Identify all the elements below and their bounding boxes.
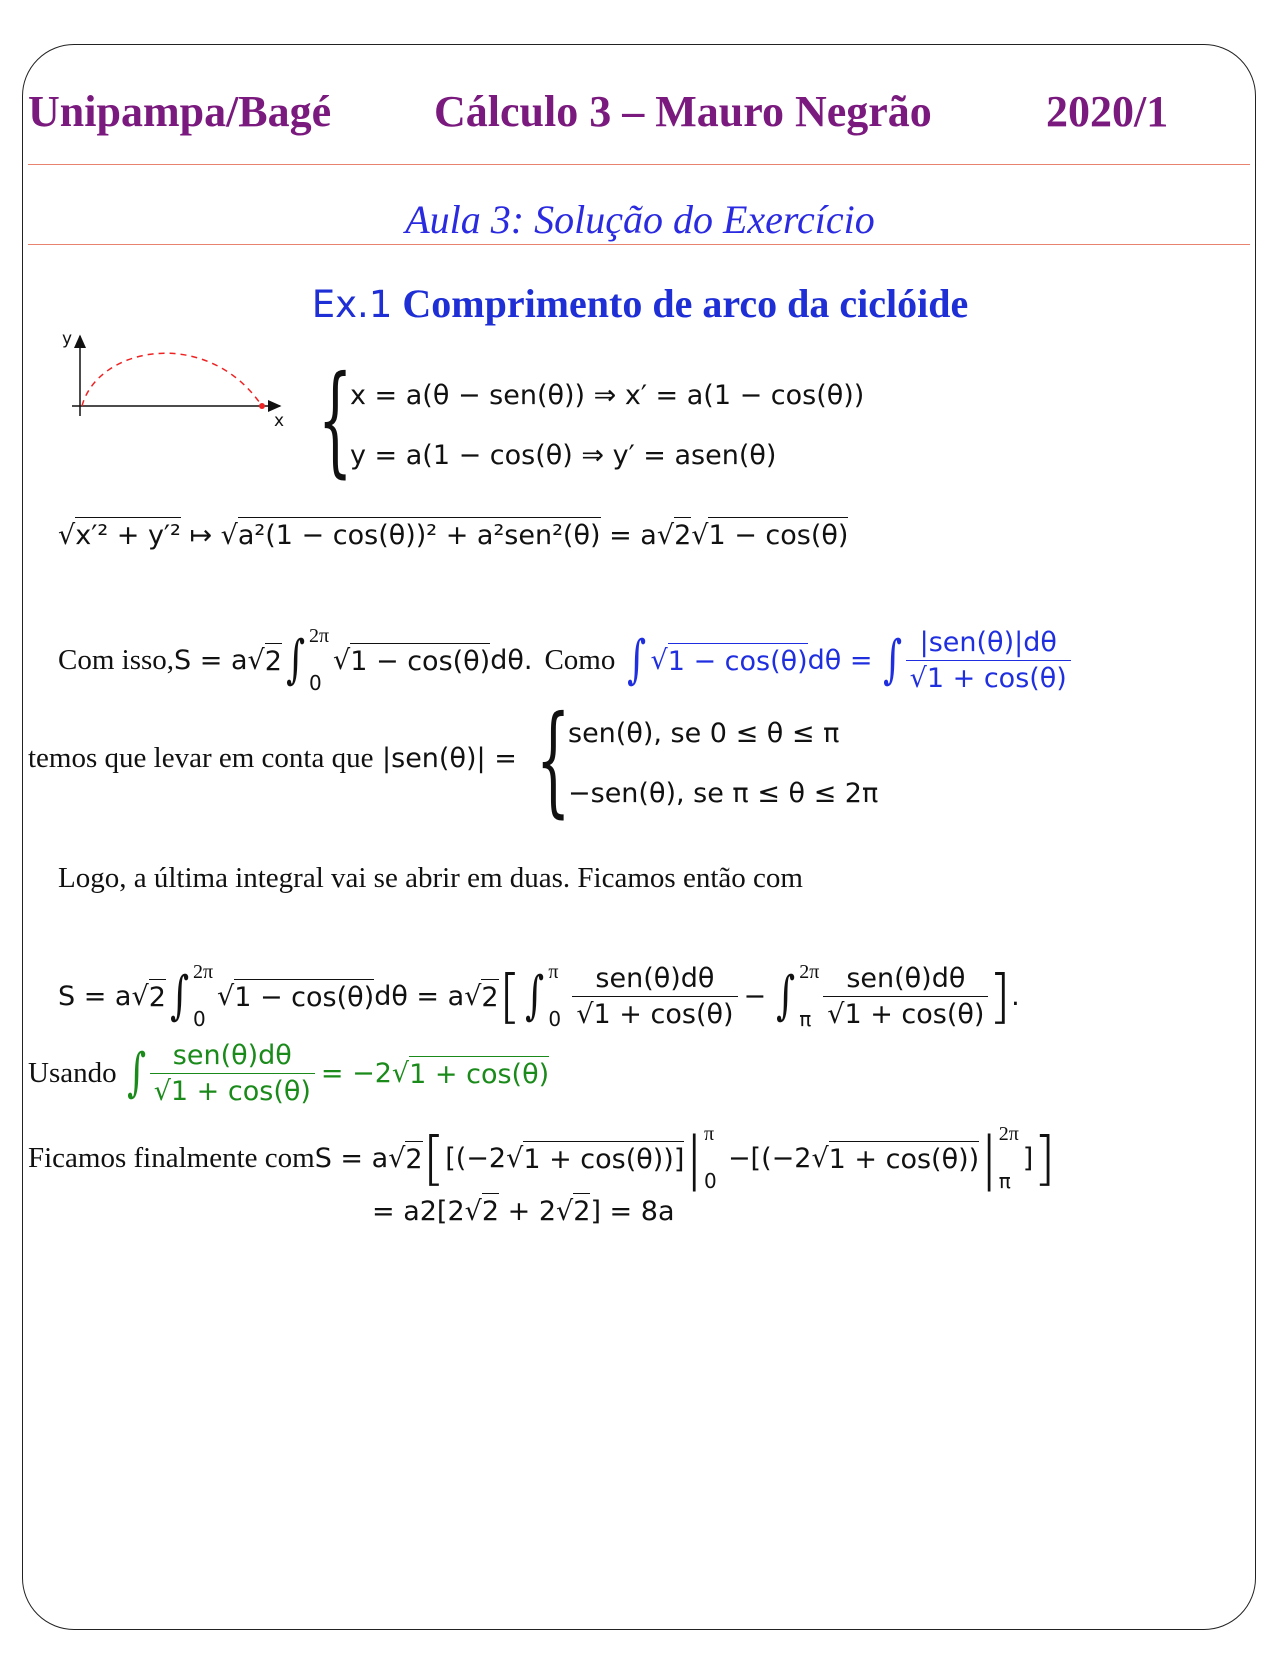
param-y-equation: y = a(1 − cos(θ) ⇒ y′ = asen(θ) <box>350 440 777 471</box>
s-eq: S = a <box>174 644 248 676</box>
split-integral-line: S = a √ 2 ∫ 2π 0 √ 1 − cos(θ) dθ = a √ 2 [ ∫ π 0 $\frac{\text{sen(θ)dθ}}{√1 + \cos(\theta)}$ − ∫ 2π π $\frac{\text{sen(θ)dθ}}{√1 + \cos(\theta)}$ ] . <box>58 961 1020 1031</box>
maps-to: ↦ <box>180 520 221 551</box>
cycloid-endpoint <box>259 403 265 409</box>
case-positive: sen(θ), se 0 ≤ θ ≤ π <box>568 718 840 749</box>
sqrt-two: 2 <box>265 643 282 677</box>
text-temos-que: temos que levar em conta que |sen(θ)| = <box>28 742 517 774</box>
case-negative: −sen(θ), se π ≤ θ ≤ 2π <box>568 778 879 809</box>
final-result: = a2[2√2 + 2√2] = 8a <box>372 1196 674 1227</box>
text-como: Como <box>544 643 616 676</box>
blue-identity: ∫ √ 1 − cos(θ) dθ = ∫ $\frac{\text{|sen(θ)|dθ}}{√1 + \cos(\theta)}$ <box>623 627 1070 694</box>
subtitle-rule <box>28 244 1250 245</box>
exercise-number: Ex.1 <box>311 283 393 326</box>
cycloid-plot <box>58 326 298 436</box>
green-antiderivative: ∫ $\frac{\text{sen(θ)dθ}}{√1 + \cos(\theta)}$ = −2 √ 1 + cos(θ) <box>126 1039 550 1107</box>
plot-y-label: y <box>62 329 73 349</box>
arc-length-line: Com isso, S = a √ 2 ∫ 2π 0 √ 1 − cos(θ) dθ. Como ∫ √ 1 − cos(θ) dθ = ∫ $\frac{\text{|sen(θ)|dθ}}{√1 + \cos(\theta)}$ <box>58 620 1071 700</box>
speed-equation: √x′² + y′² ↦ √a²(1 − cos(θ))² + a²sen²(θ) = a√2√1 − cos(θ) <box>58 520 848 551</box>
exercise-heading: Comprimento de arco da ciclóide <box>392 281 969 326</box>
final-line: Ficamos finalmente com S = a √ 2 [ [(−2 √ 1 + cos(θ))] | π 0 −[(−2 √ 1 + cos(θ)) | 2π π ] ] <box>28 1123 1056 1193</box>
header-semester: 2020/1 <box>1046 87 1169 136</box>
cycloid-curve <box>82 353 262 406</box>
param-brace: { <box>318 351 353 490</box>
usando-line: Usando ∫ $\frac{\text{sen(θ)dθ}}{√1 + \cos(\theta)}$ = −2 √ 1 + cos(θ) <box>28 1039 550 1107</box>
lesson-subtitle: Aula 3: Solução do Exercício <box>405 197 875 242</box>
abs-sen: |sen(θ)| = <box>373 743 517 774</box>
speed-sqrt2: 2 <box>674 517 691 551</box>
speed-rhs: 1 − cos(θ) <box>708 517 848 551</box>
plot-x-label: x <box>274 411 285 431</box>
exercise-title <box>0 280 1280 327</box>
speed-eq: = a <box>600 520 657 551</box>
text-logo: Logo, a última integral vai se abrir em duas. Ficamos então com <box>58 862 803 894</box>
integrand-radicand: 1 − cos(θ) <box>350 643 490 677</box>
dtheta: dθ. <box>490 644 533 676</box>
header-course: Cálculo 3 – Mauro Negrão <box>434 87 932 136</box>
speed-lhs: x′² + y′² <box>75 517 181 551</box>
text-com-isso: Com isso, <box>58 643 175 676</box>
header-institution: Unipampa/Bagé <box>28 87 332 136</box>
piecewise-brace: { <box>536 691 571 830</box>
speed-radicand: a²(1 − cos(θ))² + a²sen²(θ) <box>238 517 601 551</box>
integral-limits: 2π 0 <box>309 625 330 695</box>
header-rule <box>28 164 1250 165</box>
integral-sign: ∫ <box>285 630 305 690</box>
param-x-equation: x = a(θ − sen(θ)) ⇒ x′ = a(1 − cos(θ)) <box>350 380 865 411</box>
